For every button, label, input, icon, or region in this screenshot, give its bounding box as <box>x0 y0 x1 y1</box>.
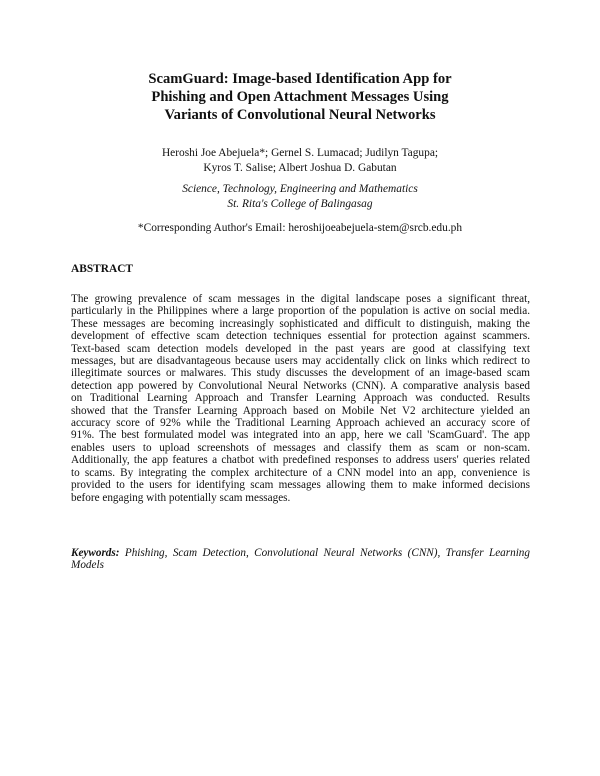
title-line: ScamGuard: Image-based Identification App for <box>148 71 452 87</box>
abstract-body <box>71 293 530 504</box>
affiliation-line: Science, Technology, Engineering and Mathematics <box>182 183 418 195</box>
abstract-line: particularly in the Philippines where a large proportion of the population is active on social media. <box>71 305 530 318</box>
corresponding-email: *Corresponding Author's Email: heroshijoeabejuela-stem@srcb.edu.ph <box>137 222 463 234</box>
abstract-heading: ABSTRACT <box>71 263 134 275</box>
paper-title <box>60 70 540 124</box>
abstract-line: illegitimate sources or malwares. This study discusses the development of an image-based scam <box>71 367 530 380</box>
abstract-line: detection app powered by Convolutional Neural Networks (CNN). A comparative analysis based <box>71 379 530 392</box>
author-line: Heroshi Joe Abejuela*; Gernel S. Lumacad; Judilyn Tagupa; <box>161 147 439 159</box>
abstract-line: showed that the Transfer Learning Approach based on Mobile Net V2 architecture yielded an <box>71 404 530 417</box>
keywords-label: Keywords: <box>71 547 120 559</box>
abstract-line: provided to the users for identifying scam messages allowing them to make informed decisions <box>71 479 530 492</box>
title-line: Variants of Convolutional Neural Networks <box>164 107 436 123</box>
title-line: Phishing and Open Attachment Messages Using <box>151 89 449 105</box>
abstract-line: development of effective scam detection techniques essential for protection against scammers. <box>71 330 530 343</box>
abstract-line: Text-based scam detection models developed in the past years are good at classifying text <box>71 342 530 355</box>
abstract-line: before engaging with potentially scam messages. <box>71 491 291 504</box>
keywords-line <box>71 547 530 559</box>
abstract-line: 91%. The best formulated model was integrated into an app, here we call 'ScamGuard'. The app <box>71 429 530 442</box>
abstract-line: accuracy score of 92% while the Traditional Learning Approach achieved an accuracy score of <box>71 417 530 430</box>
author-list <box>60 146 540 175</box>
keywords-line: Models <box>71 559 104 572</box>
abstract-line: messages, but are disadvantageous because users may accidentally click on links which redirect to <box>71 355 530 368</box>
abstract-line: on Traditional Learning Approach and Transfer Learning Approach was conducted. Results <box>71 392 530 405</box>
abstract-line: Additionally, the app features a chatbot with predefined responses to address users' queries related <box>71 454 530 467</box>
abstract-line: to scams. By integrating the complex architecture of a CNN model into an app, convenience is <box>71 466 530 479</box>
affiliation-line: St. Rita's College of Balingasag <box>227 197 373 210</box>
keywords <box>71 547 530 572</box>
abstract-line: enables users to upload screenshots of messages and classify them as scam or non-scam. <box>71 441 530 454</box>
author-line: Kyros T. Salise; Albert Joshua D. Gabutan <box>203 161 397 174</box>
affiliation <box>60 182 540 211</box>
keywords-text: Phishing, Scam Detection, Convolutional Neural Networks (CNN), Transfer Learning <box>124 547 530 559</box>
abstract-line: These messages are becoming increasingly sophisticated and difficult to distinguish, making the <box>71 317 530 330</box>
abstract-line: The growing prevalence of scam messages in the digital landscape poses a significant threat, <box>71 293 530 305</box>
